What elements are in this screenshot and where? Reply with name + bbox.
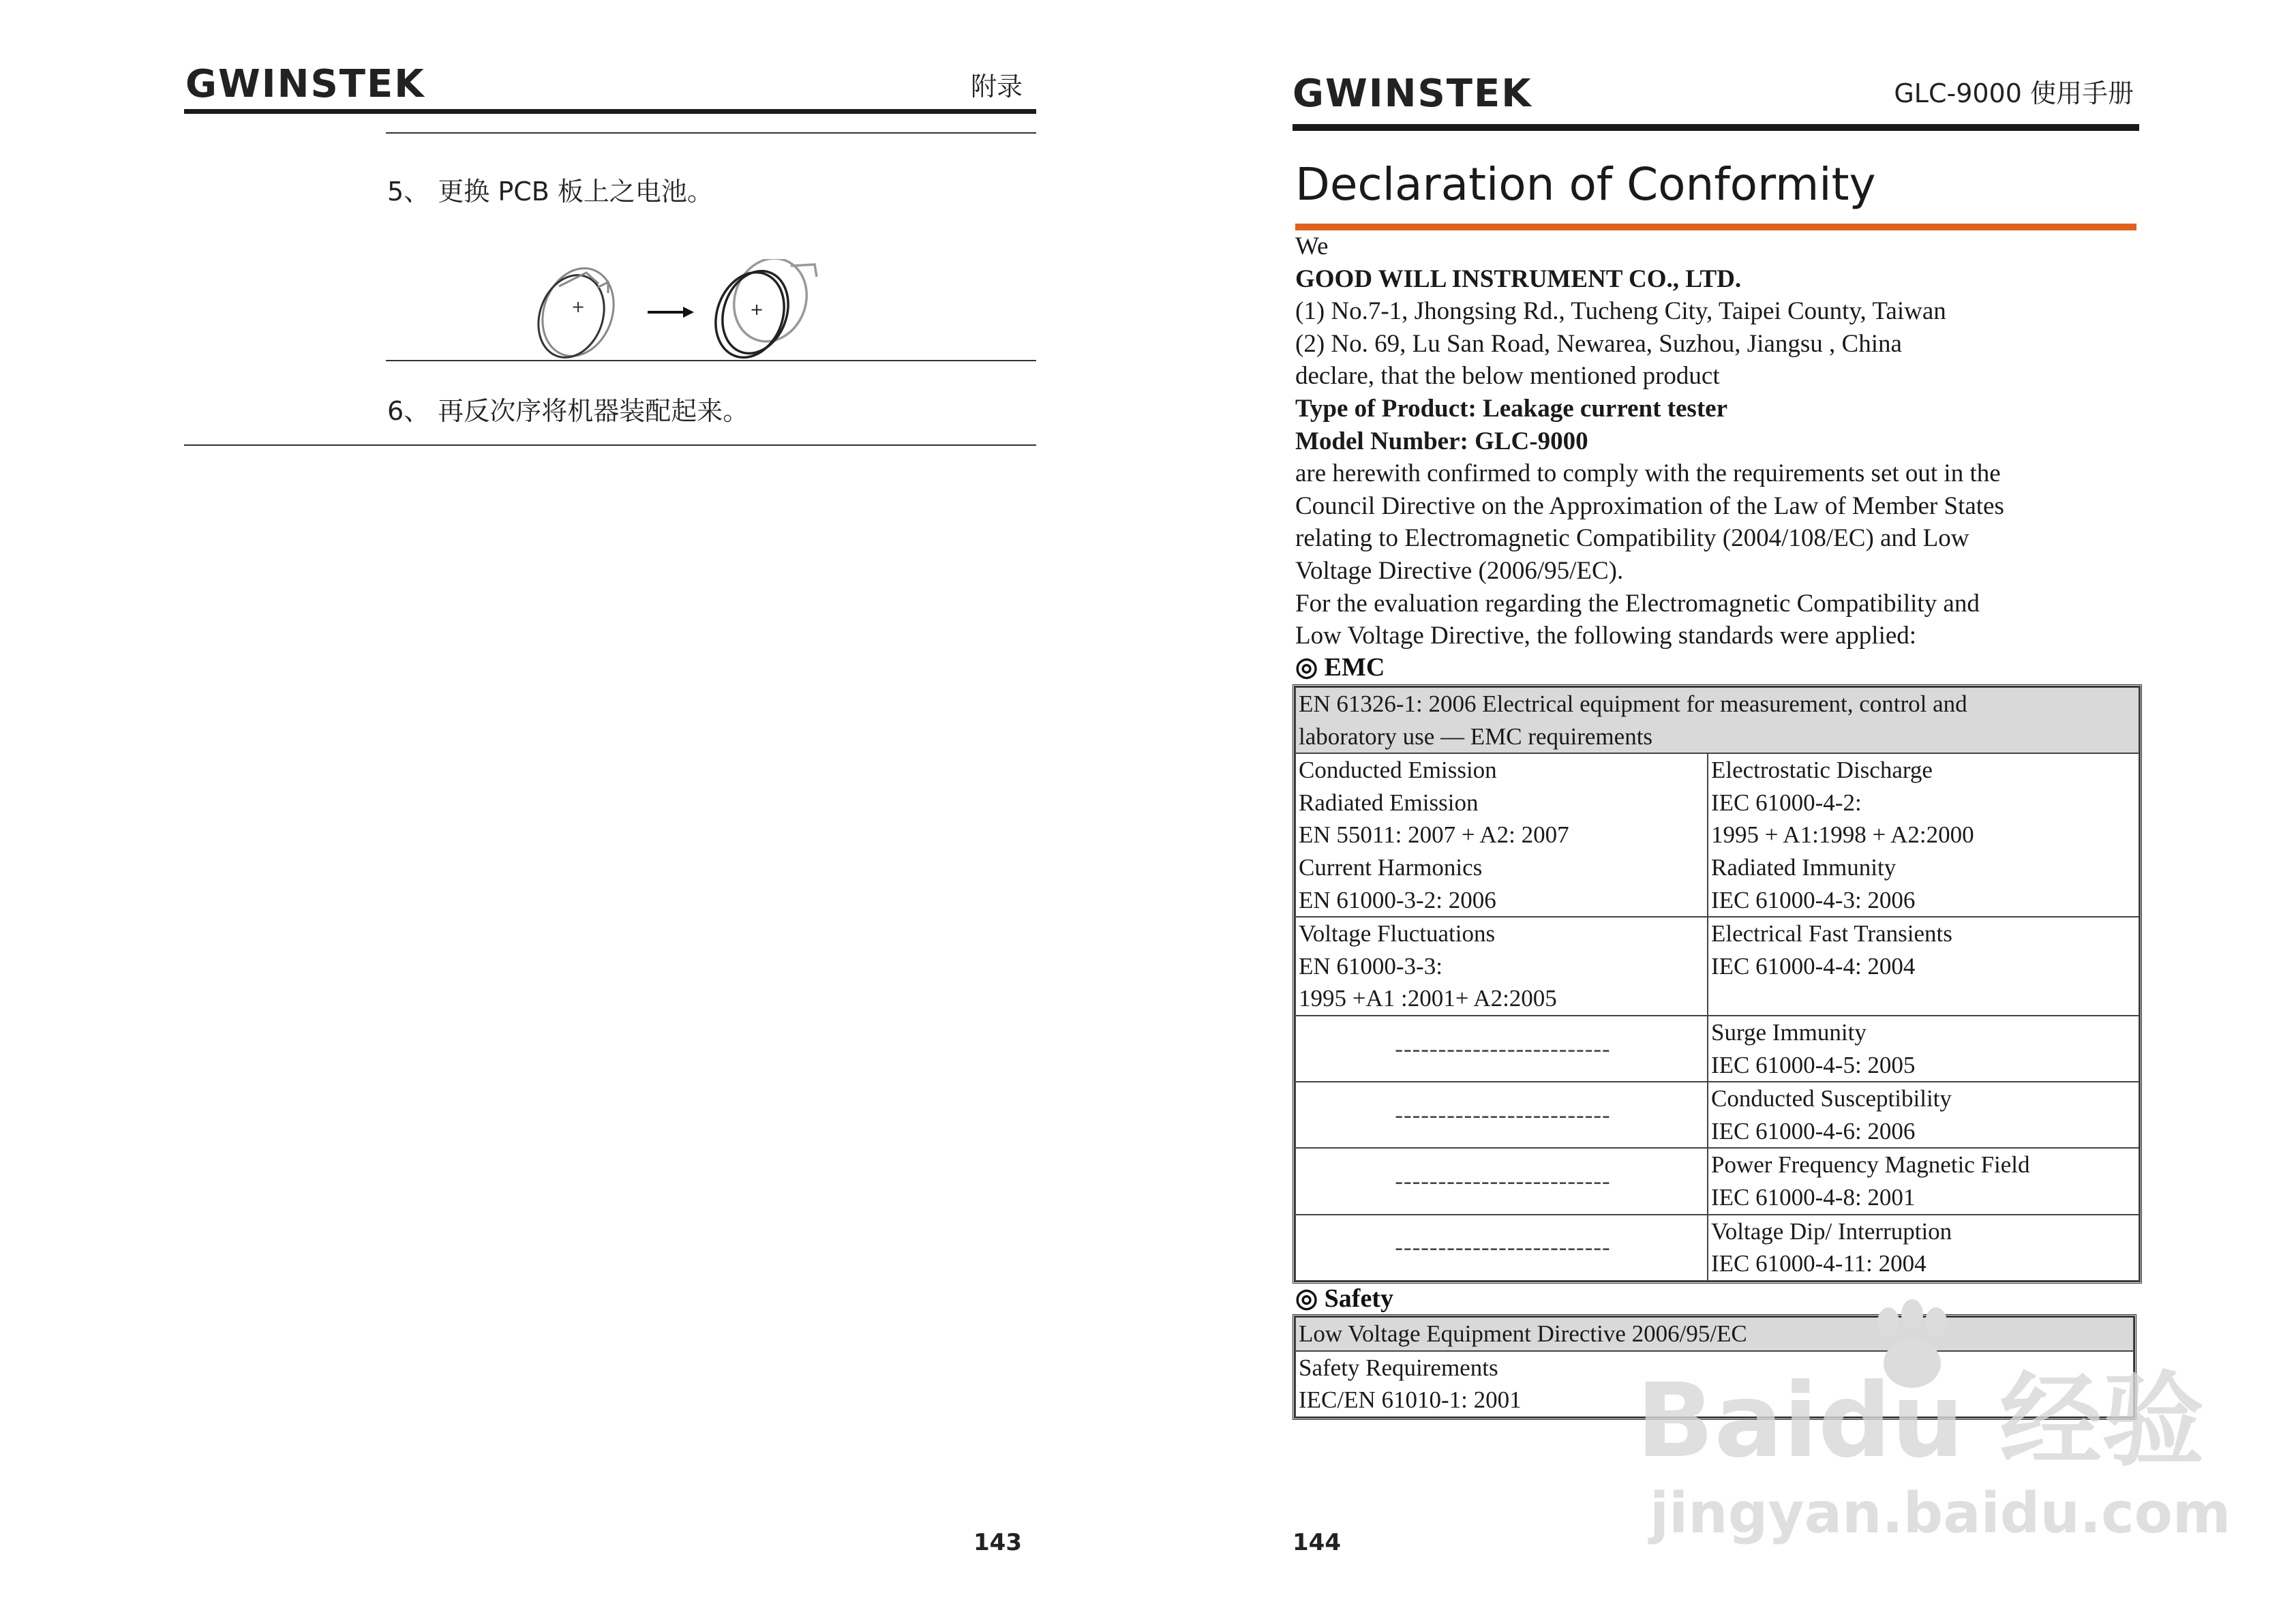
emc-table-header-row [1295, 687, 2139, 753]
table-row [1295, 1148, 2139, 1214]
body-line: Voltage Directive (2006/95/EC). [1295, 556, 1624, 585]
body-line: are herewith confirmed to comply with the requirements set out in the [1295, 459, 2001, 488]
table-row [1295, 1215, 2139, 1281]
model-number: Model Number: GLC-9000 [1295, 427, 1588, 455]
body-line: Low Voltage Directive, the following standards were applied: [1295, 622, 1917, 650]
company-name: GOOD WILL INSTRUMENT CO., LTD. [1295, 264, 1742, 293]
brand-logo-left: GWINSTEK [185, 62, 425, 106]
voltage-fluctuation-cell [1295, 917, 1708, 1016]
emission-standards-cell [1295, 753, 1708, 917]
voltage-dip-cell [1708, 1215, 2139, 1281]
new-battery-icon [704, 259, 818, 361]
table-cell-line: Voltage Fluctuations [1299, 920, 1496, 947]
intro-line: declare, that the below mentioned product [1295, 362, 1720, 391]
header-rule-right [1293, 124, 2139, 131]
watermark-url: jingyan.baidu.com [1650, 1481, 2231, 1546]
header-rule-left [184, 109, 1036, 114]
empty-placeholder-cell: ------------------------- [1295, 1148, 1708, 1214]
emc-table-header [1295, 687, 2139, 753]
safety-heading: ◎ Safety [1295, 1284, 1393, 1313]
page-number-left: 143 [973, 1529, 1022, 1556]
surge-immunity-cell [1708, 1016, 2139, 1082]
empty-placeholder-cell: ------------------------- [1295, 1082, 1708, 1148]
watermark-brand: Baidu 经验 [1636, 1362, 2205, 1481]
table-cell-line: IEC 61000-4-11: 2004 [1711, 1250, 1927, 1277]
table-cell-line: Conducted Susceptibility [1711, 1085, 1952, 1112]
step-6-text: 6、 再反次序将机器装配起来。 [387, 396, 749, 426]
table-cell-line: 1995 + A1:1998 + A2:2000 [1711, 821, 1974, 849]
declaration-title: Declaration of Conformity [1295, 158, 1876, 211]
emc-standards-table [1293, 684, 2142, 1284]
conducted-susceptibility-cell [1708, 1082, 2139, 1148]
table-cell-line: Safety Requirements [1299, 1354, 1498, 1381]
svg-text:+: + [571, 297, 586, 316]
body-line: relating to Electromagnetic Compatibility (2004/108/EC) and Low [1295, 524, 1969, 553]
step-divider [386, 360, 1036, 361]
body-line: For the evaluation regarding the Electromagnetic Compatibility and [1295, 589, 1980, 618]
table-cell-line: IEC 61000-4-6: 2006 [1711, 1117, 1916, 1144]
declaration-body [1295, 230, 2141, 652]
emc-header-line: laboratory use –– EMC requirements [1299, 723, 1653, 750]
table-cell-line: Electrostatic Discharge [1711, 757, 1933, 784]
table-row [1295, 753, 2139, 917]
page-number-right: 144 [1293, 1529, 1341, 1556]
header-subrule-left [386, 132, 1036, 134]
table-cell-line: IEC 61000-4-4: 2004 [1711, 952, 1916, 980]
empty-placeholder-cell: ------------------------- [1295, 1016, 1708, 1082]
safety-table-header: Low Voltage Equipment Directive 2006/95/EC [1295, 1317, 2134, 1351]
table-cell-line: Conducted Emission [1299, 757, 1497, 784]
table-cell-line: Radiated Immunity [1711, 853, 1897, 881]
body-line: Council Directive on the Approximation of the Law of Member States [1295, 491, 2004, 520]
address-line-2: (2) No. 69, Lu San Road, Newarea, Suzhou, Jiangsu , China [1295, 329, 1902, 358]
svg-text:+: + [749, 300, 764, 319]
old-battery-icon [532, 259, 626, 361]
table-cell-line: IEC/EN 61010-1: 2001 [1299, 1386, 1522, 1414]
table-row [1295, 1016, 2139, 1082]
emc-header-line: EN 61326-1: 2006 Electrical equipment for measurement, control and [1299, 691, 1967, 717]
table-cell-line: IEC 61000-4-8: 2001 [1711, 1183, 1916, 1211]
magnetic-field-cell [1708, 1148, 2139, 1214]
address-line-1: (1) No.7-1, Jhongsing Rd., Tucheng City, Taipei County, Taiwan [1295, 297, 1946, 326]
intro-line: We [1295, 232, 1329, 260]
footer-rule-left [184, 444, 1036, 446]
table-cell-line: EN 55011: 2007 + A2: 2007 [1299, 821, 1569, 849]
table-cell-line: Voltage Dip/ Interruption [1711, 1217, 1952, 1245]
section-header-appendix: 附录 [970, 72, 1023, 102]
table-cell-line: IEC 61000-4-2: [1711, 789, 1862, 816]
arrow-right-icon [648, 307, 694, 318]
fast-transients-cell [1708, 917, 2139, 1016]
table-cell-line: Power Frequency Magnetic Field [1711, 1151, 2030, 1179]
table-cell-line: EN 61000-3-3: [1299, 952, 1442, 980]
table-cell-line: Current Harmonics [1299, 853, 1483, 881]
baidu-watermark [1636, 1295, 2231, 1554]
emc-heading: ◎ EMC [1295, 653, 1385, 682]
title-accent-rule [1295, 224, 2136, 230]
table-cell-line: Surge Immunity [1711, 1018, 1867, 1046]
table-cell-line: 1995 +A1 :2001+ A2:2005 [1299, 985, 1557, 1012]
table-cell-line: EN 61000-3-2: 2006 [1299, 886, 1496, 913]
immunity-standards-cell [1708, 753, 2139, 917]
manual-header: GLC-9000 使用手册 [1894, 78, 2134, 108]
table-cell-line: IEC 61000-4-5: 2005 [1711, 1051, 1916, 1078]
table-cell-line: Radiated Emission [1299, 789, 1479, 816]
table-row [1295, 917, 2139, 1016]
product-type: Type of Product: Leakage current tester [1295, 394, 1727, 423]
table-cell-line: Electrical Fast Transients [1711, 920, 1952, 947]
empty-placeholder-cell: ------------------------- [1295, 1215, 1708, 1281]
table-cell-line: IEC 61000-4-3: 2006 [1711, 886, 1916, 913]
brand-logo-right: GWINSTEK [1293, 72, 1532, 116]
step-5-text: 5、 更换 PCB 板上之电池。 [387, 177, 713, 207]
battery-replacement-illustration [532, 259, 839, 361]
table-row [1295, 1082, 2139, 1148]
